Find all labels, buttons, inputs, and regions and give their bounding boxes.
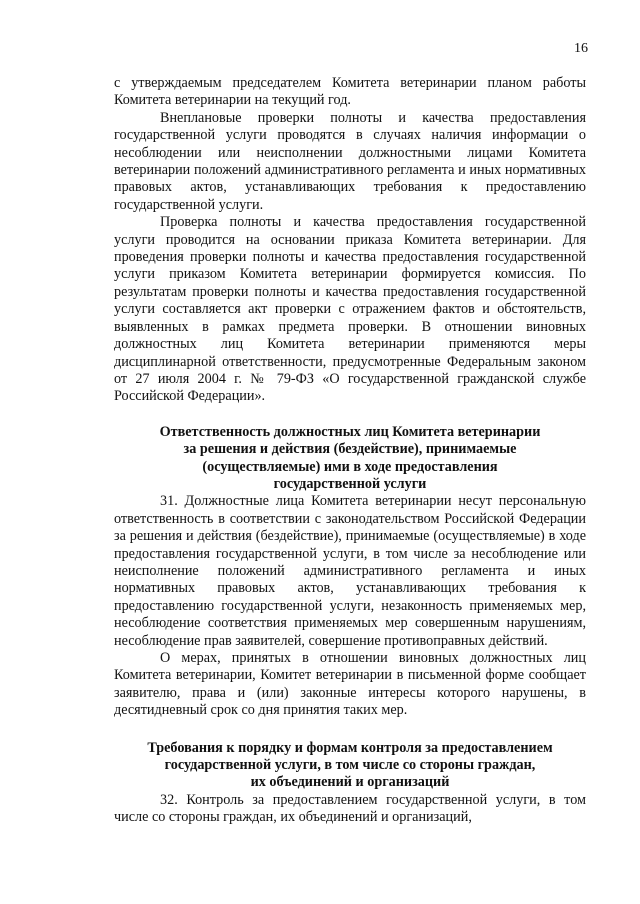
section-heading-responsibility (114, 424, 586, 494)
section-heading-line: государственной услуги, в том числе со стороны граждан, (164, 757, 536, 774)
paragraph-unscheduled-inspections: Внеплановые проверки полноты и качества предоставления государственной услуги проводятся в случаях наличия информации о несоблюдении или неисполнении должностными лицами Комитета ветеринарии положений административного регламента и иных нормативных правовых актов, устанавливающих требования к предоставлению государственной услуги. (114, 109, 586, 213)
section-heading-line: за решения и действия (бездействие), принимаемые (183, 441, 517, 458)
section-heading-line: Ответственность должностных лиц Комитета ветеринарии (159, 423, 541, 440)
paragraph-continuation: с утверждаемым председателем Комитета ветеринарии планом работы Комитета ветеринарии на текущий год. (114, 75, 586, 109)
paragraph-measures-notification: О мерах, принятых в отношении виновных должностных лиц Комитета ветеринарии, Комитет ветеринарии в письменной форме сообщает заявителю, права и (или) законные интересы которого нарушены, в десятидневный срок со дня принятия таких мер. (114, 650, 586, 719)
section-heading-line: государственной услуги (273, 475, 427, 492)
section-heading-line: (осуществляемые) ими в ходе предоставления (202, 458, 498, 475)
paragraph-inspection-procedure: Проверка полноты и качества предоставления государственной услуги проводится на основании приказа Комитета ветеринарии. Для проведения проверки полноты и качества предоставления государственной услуги приказом Комитета ветеринарии формируется комиссия. По результатам проверки полноты и качества предоставления государственной услуги составляется акт проверки с отражением фактов и обстоятельств, выявленных в рамках предмета проверки. В отношении виновных должностных лиц Комитета ветеринарии применяются меры дисциплинарной ответственности, предусмотренные Федеральным законом от 27 июля 2004 г. № 79-ФЗ «О государственной гражданской службе Российской Федерации». (114, 214, 586, 405)
paragraph-item-31: 31. Должностные лица Комитета ветеринарии несут персональную ответственность в соответствии с законодательством Российской Федерации за решения и действия (бездействие), принимаемые (осуществляемые) в ходе предоставления государственной услуги, в том числе за несоблюдение или неисполнение положений административного регламента и иных нормативных правовых актов, устанавливающих требования к предоставлению государственной услуги, незаконность применяемых мер, несоблюдение соответствия применяемых мер совершенным нарушениям, несоблюдение прав заявителей, совершение противоправных действий. (114, 493, 586, 649)
section-heading-line: Требования к порядку и формам контроля за предоставлением (147, 739, 553, 756)
section-heading-control-requirements (114, 740, 586, 792)
section-heading-line: их объединений и организаций (250, 774, 450, 791)
page-number: 16 (574, 41, 588, 56)
paragraph-item-32: 32. Контроль за предоставлением государственной услуги, в том числе со стороны граждан, их объединений и организаций, (114, 791, 586, 826)
document-body (114, 75, 586, 827)
